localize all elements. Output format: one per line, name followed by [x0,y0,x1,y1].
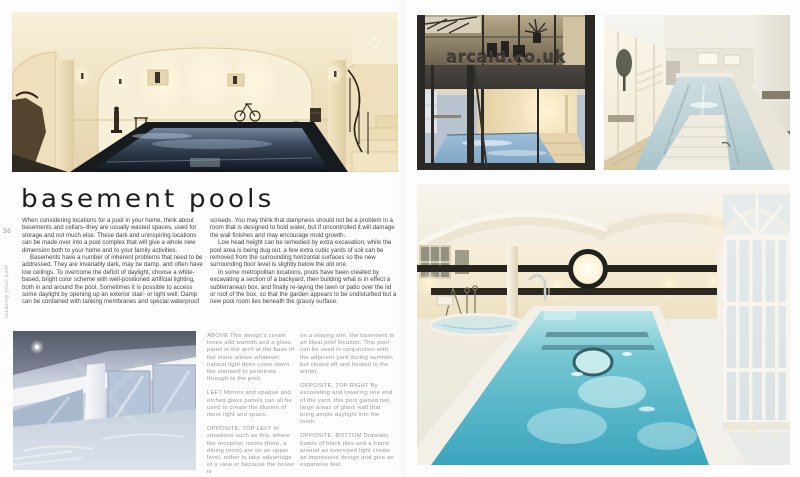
lap-pool-illustration [604,15,790,170]
caption-column-2 [300,333,396,476]
caption-paragraph: on a sloping site, the basement is an ideal pool location. This pool can be used in conjunction with the adjacent yard during summer, but closed off and heated in the winter. [300,333,395,376]
glass-walled-pool-illustration [417,15,595,170]
photo-etched-glass-pool [13,331,196,470]
photo-glass-walled-pool [417,15,595,170]
photo-lap-pool-daylight [604,15,790,170]
spa-tub [430,315,524,336]
caption-paragraph: OPPOSITE, TOP LEFT In situations such as this, where the reception rooms (here, a dining room) are on an upper level, either to take advantage of a view or because the house is [207,426,295,476]
oversized-light-ring [571,252,606,287]
chapter-spine-label: locating your pool [4,264,10,318]
pool-room [423,87,592,165]
photo-black-tile-band-pool [417,184,790,465]
caption-paragraph: OPPOSITE, BOTTOM Dramatic bands of black tiles and a frame around an oversized light create an impressive design and give an expansive feel. [300,433,394,469]
watermark-band [417,65,595,89]
page-number: 36 [3,228,12,235]
body-paragraph: Basements have a number of inherent problems that need to be addressed. They are invariably dark, may be damp, and often have low ceilings. To overcome the deficit of daylight, choose a white-based, bright color scheme with well-positioned artificial lighting, both in and around the pool. Sometimes it is possible to access some daylight by opening up an exterior stair- or light well. Damp can be contained with tanking membranes and special waterproof [22,254,203,306]
caption-paragraph: LEFT Mirrors and opaque and etched glass panels can all be used to create the illusion of more light and space. [207,390,292,419]
body-paragraph: In some metropolitan locations, pools have been created by excavating a section of a backyard, then building what is in effect a subterranean box, and finally re-laying the lawn or patio over the lid or roof of the box, so that the garden appears to be undisturbed but a new pool room lies beneath the grassy surface. [210,268,397,306]
caption-column-1 [207,333,295,477]
body-column-2 [210,217,397,306]
arched-window-wall [717,194,790,465]
photo-arched-basement-pool [12,12,398,172]
body-column-1 [22,217,204,306]
page-title: basement pools [21,184,275,213]
body-paragraph: When considering locations for a pool in your home, think about basements and cellars–they are usually wasted spaces, used for storage and not much else. These dark and uninspiring locations can be made over into a pool complex that will give a whole new dimension both to your home and to your family activities. [22,217,197,254]
caption-paragraph: ABOVE This design's cream tones add warmth and a glass panel in the arch at the base of the stairs allows whatever natural light does come down the stairwell to penetrate through to the pool. [207,333,295,383]
etched-glass-pool-illustration [13,331,196,470]
page-gutter [398,0,408,477]
bench [608,115,634,122]
body-paragraph: screeds. You may think that dampness should not be a problem in a room that is designed to hold water, but if uncontrolled it will damage the wall finishes and may encourage mold growth. [210,217,395,239]
arcaid-watermark: arcaid.co.uk [445,48,567,67]
white-column [507,246,518,322]
black-band-pool-illustration [417,184,790,465]
arched-basement-pool-illustration [12,12,398,172]
ceiling-light [698,31,702,35]
caption-paragraph: OPPOSITE, TOP RIGHT By excavating and lowering one end of the yard, this pool gained two large areas of glass wall that bring ample daylight into the room. [300,383,393,426]
tree-silhouette [616,49,632,77]
ring-reflection [574,349,612,375]
body-paragraph: Low head height can be remedied by extra excavation; while the pool area is being dug out, a few extra cubic yards of soil can be removed from the surrounding horizontal surfaces so the new surrounding floor level is slightly below the old one. [210,239,392,269]
